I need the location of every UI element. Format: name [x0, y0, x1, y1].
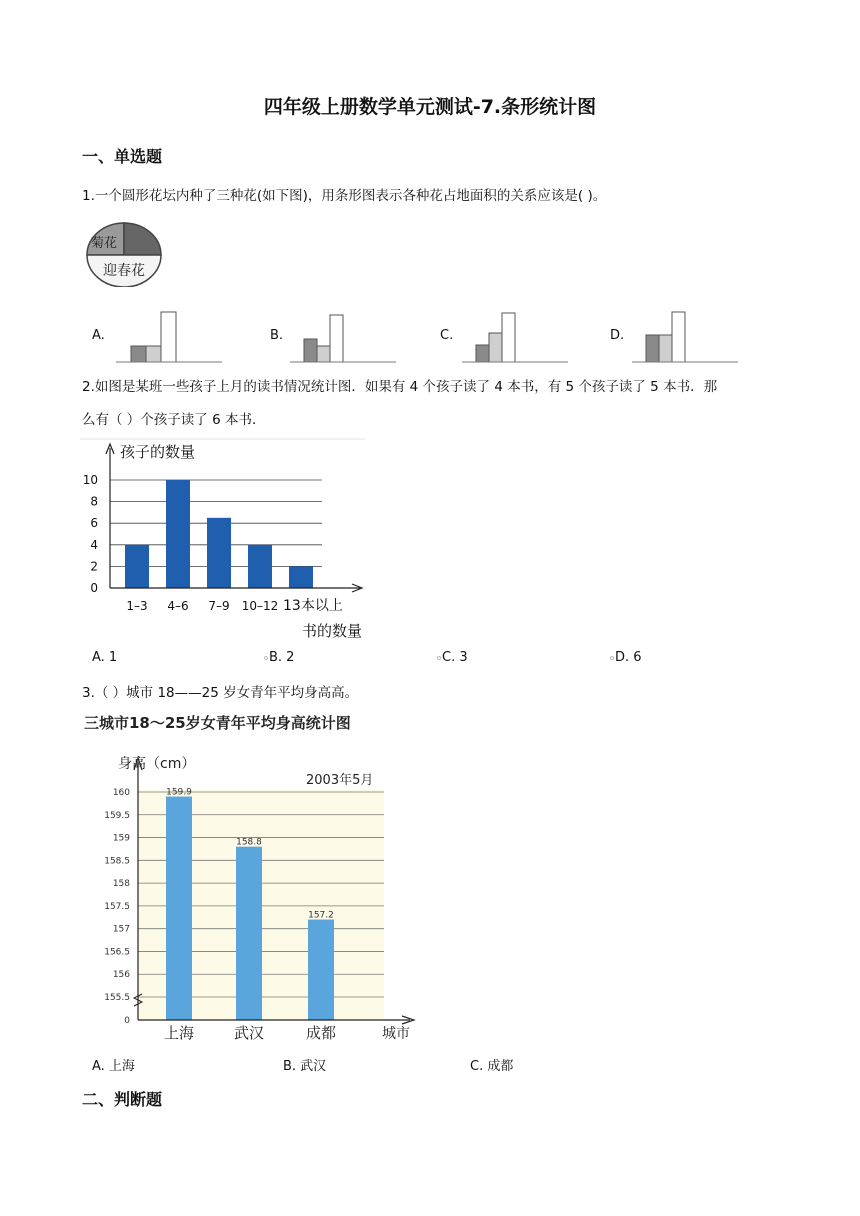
- question-3-bar-chart: [84, 710, 424, 1046]
- chart1-x-tick-label: 1–3: [126, 599, 148, 613]
- chart1-y-axis-label: 孩子的数量: [120, 443, 196, 461]
- chart2-y-tick-label: 0: [124, 1016, 130, 1026]
- chart2-x-tick-label: 成都: [305, 1024, 337, 1042]
- question-3-text: 3.（ ）城市 18——25 岁女青年平均身高高。: [82, 685, 359, 701]
- chart2-title: 三城市18～25岁女青年平均身高统计图: [84, 714, 351, 732]
- q3-option-b[interactable]: B. 武汉: [283, 1059, 327, 1074]
- question-2-line-2: 么有（ ）个孩子读了 6 本书．: [82, 412, 266, 428]
- chart1-y-tick-label: 0: [90, 581, 98, 595]
- q1-option-a-label[interactable]: A.: [92, 328, 105, 343]
- pie-label-yingchunhua: 迎春花: [103, 263, 145, 279]
- question-1-pie-figure: [84, 217, 164, 287]
- chart2-value-label: 159.9: [166, 787, 192, 798]
- chart2-y-tick-label: 158: [112, 879, 130, 890]
- chart1-bar: [248, 545, 272, 588]
- chart1-bar: [166, 480, 190, 588]
- chart2-x-tick-label: 上海: [163, 1024, 195, 1042]
- q1-option-c-bars[interactable]: [462, 310, 568, 364]
- chart1-bar: [207, 518, 231, 588]
- chart2-bar: [308, 920, 334, 1020]
- chart1-bar: [289, 566, 313, 588]
- chart2-y-tick-label: 156.5: [104, 947, 130, 958]
- pie-label-juhua: 菊花: [90, 236, 118, 251]
- section-heading-single-choice: 一、单选题: [82, 147, 163, 166]
- chart1-x-tick-label: 13本以上: [283, 598, 343, 614]
- chart1-bar: [125, 545, 149, 588]
- q1-option-b-label[interactable]: B.: [270, 328, 284, 343]
- q1-option-d-label[interactable]: D.: [610, 328, 625, 343]
- chart2-y-tick-label: 159.5: [104, 810, 130, 821]
- pie-slice-right: [124, 223, 161, 255]
- q3-option-a[interactable]: A. 上海: [92, 1059, 135, 1074]
- chart2-y-tick-label: 159: [112, 833, 130, 844]
- chart2-y-axis-label: 身高（cm）: [118, 756, 196, 772]
- chart2-y-tick-label: 155.5: [104, 993, 130, 1003]
- section-heading-true-false: 二、判断题: [82, 1090, 163, 1109]
- chart1-y-tick-label: 4: [90, 537, 98, 552]
- chart1-x-tick-label: 7–9: [208, 599, 230, 613]
- radio-mark-icon: [264, 656, 268, 660]
- chart2-value-label: 157.2: [308, 910, 334, 921]
- chart2-bar: [166, 797, 192, 1020]
- chart1-y-tick-label: 8: [90, 494, 98, 509]
- q2-option-b: B. 2: [269, 650, 295, 665]
- chart1-y-tick-label: 2: [90, 559, 98, 574]
- question-2-bar-chart: [80, 438, 370, 642]
- radio-mark-icon: [610, 656, 614, 660]
- chart2-value-label: 158.8: [236, 837, 262, 848]
- chart2-y-tick-label: 156: [112, 970, 130, 981]
- q1-option-a-bars[interactable]: [116, 310, 222, 364]
- q3-option-c[interactable]: C. 成都: [470, 1059, 514, 1074]
- chart2-y-tick-label: 158.5: [104, 856, 130, 867]
- chart1-y-tick-label: 10: [82, 473, 98, 487]
- q2-option-c: C. 3: [442, 650, 468, 665]
- q2-option-d-wrapper[interactable]: [610, 650, 642, 665]
- chart2-x-tick-label: 武汉: [233, 1024, 265, 1042]
- q2-option-b-wrapper[interactable]: [264, 650, 294, 665]
- q1-option-d-bars[interactable]: [632, 310, 738, 364]
- chart2-y-tick-label: 160: [112, 788, 130, 798]
- radio-mark-icon: [437, 656, 441, 660]
- chart2-y-tick-label: 157: [112, 924, 130, 935]
- q1-option-b-bars[interactable]: [290, 310, 396, 364]
- q2-option-a[interactable]: A. 1: [92, 650, 118, 665]
- question-1-text: 1.一个圆形花坛内种了三种花(如下图)，用条形图表示各种花占地面积的关系应该是( )。: [82, 188, 607, 204]
- page-title: 四年级上册数学单元测试-7.条形统计图: [263, 96, 597, 118]
- chart2-date-annotation: 2003年5月: [306, 773, 374, 788]
- chart1-x-axis-label: 书的数量: [301, 622, 363, 640]
- question-2-line-1: 2.如图是某班一些孩子上月的读书情况统计图．如果有 4 个孩子读了 4 本书，有 5 个孩子读了 5 本书．那: [82, 379, 718, 395]
- q2-option-c-wrapper[interactable]: [437, 650, 468, 665]
- q1-option-c-label[interactable]: C.: [440, 328, 454, 343]
- chart2-bar: [236, 847, 262, 1020]
- chart1-x-tick-label: 10–12: [241, 599, 279, 613]
- chart1-x-tick-label: 4–6: [167, 599, 189, 613]
- q2-option-d: D. 6: [615, 650, 642, 665]
- chart2-x-axis-label: 城市: [382, 1026, 410, 1042]
- chart2-y-tick-label: 157.5: [104, 901, 130, 912]
- chart1-y-tick-label: 6: [90, 516, 98, 531]
